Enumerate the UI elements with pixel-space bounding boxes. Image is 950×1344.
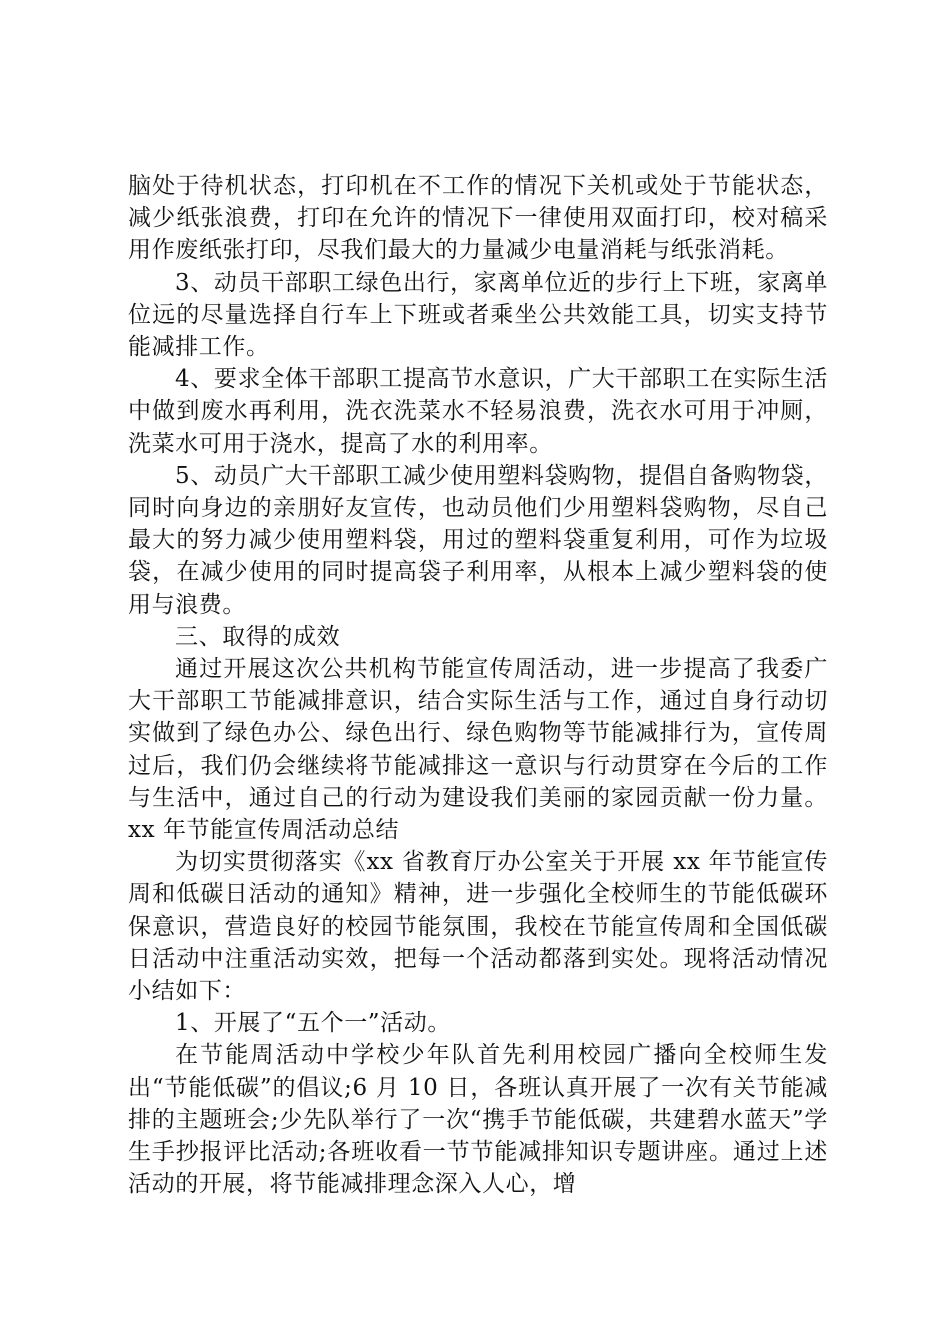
section-heading: 三、取得的成效 xyxy=(175,623,341,650)
paragraph-5: 通过开展这次公共机构节能宣传周活动，进一步提高了我委广大干部职工节能减排意识，结合实际生活与工作，通过自身行动切实做到了绿色办公、绿色出行、绿色购物等节能减排行为，宣传周过后，我们仍会继续将节能减排这一意识与行动贯穿在今后的工作与生活中，通过自己的行动为建设我们美丽的家园贡献一份力量。xx 年节能宣传周活动总结 xyxy=(128,656,828,844)
paragraph-6: 为切实贯彻落实《xx 省教育厅办公室关于开展 xx 年节能宣传周和低碳日活动的通知》精神，进一步强化全校师生的节能低碳环保意识，营造良好的校园节能氛围，我校在节能宣传周和全国低碳日活动中注重活动实效，把每一个活动都落到实处。现将活动情况小结如下： xyxy=(128,849,828,1005)
document-body xyxy=(128,170,828,1201)
paragraph-7: 1、开展了“五个一”活动。 xyxy=(175,1010,451,1037)
paragraph-2: 3、动员干部职工绿色出行，家离单位近的步行上下班，家离单位远的尽量选择自行车上下班或者乘坐公共效能工具，切实支持节能减排工作。 xyxy=(128,269,828,361)
paragraph-8: 在节能周活动中学校少年队首先利用校园广播向全校师生发出“节能低碳”的倡议;6 月 10 日，各班认真开展了一次有关节能减排的主题班会;少先队举行了一次“携手节能低碳，共建碧水蓝天”学生手抄报评比活动;各班收看一节节能减排知识专题讲座。通过上述活动的开展，将节能减排理念深入人心，增 xyxy=(128,1042,828,1198)
paragraph-3: 4、要求全体干部职工提高节水意识，广大干部职工在实际生活中做到废水再利用，洗衣洗菜水不轻易浪费，洗衣水可用于冲厕，洗菜水可用于浇水，提高了水的利用率。 xyxy=(128,366,828,457)
paragraph-1: 脑处于待机状态，打印机在不工作的情况下关机或处于节能状态，减少纸张浪费，打印在允许的情况下一律使用双面打印，校对稿采用作废纸张打印，尽我们最大的力量减少电量消耗与纸张消耗。 xyxy=(128,173,828,264)
paragraph-4: 5、动员广大干部职工减少使用塑料袋购物，提倡自备购物袋，同时向身边的亲朋好友宣传，也动员他们少用塑料袋购物，尽自己最大的努力减少使用塑料袋，用过的塑料袋重复利用，可作为垃圾袋，在减少使用的同时提高袋子利用率，从根本上减少塑料袋的使用与浪费。 xyxy=(128,462,828,618)
